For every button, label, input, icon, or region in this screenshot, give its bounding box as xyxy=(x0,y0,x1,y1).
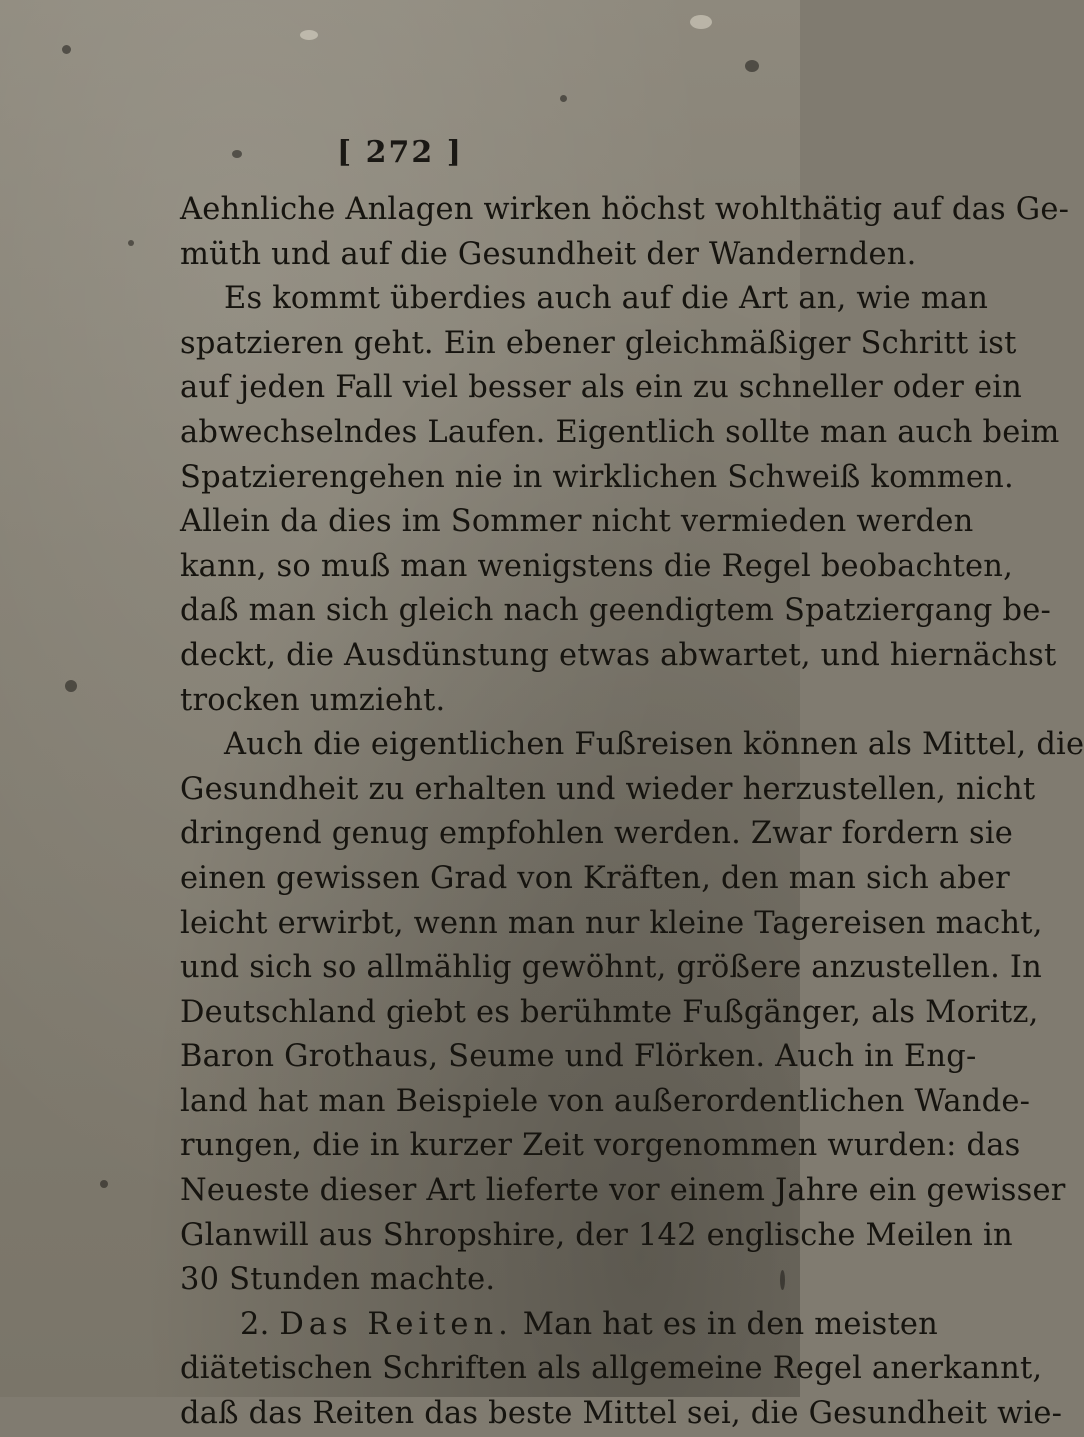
section-heading-line xyxy=(180,1303,938,1348)
text-line: Glanwill aus Shropshire, der 142 englische Meilen in xyxy=(180,1217,1013,1253)
text-line: Spatzierengehen nie in wirklichen Schweiß kommen. xyxy=(180,459,1014,495)
text-line: spatzieren geht. Ein ebener gleichmäßiger Schritt ist xyxy=(180,325,1017,361)
paper-speck xyxy=(560,95,567,102)
text-line: daß man sich gleich nach geendigtem Spatziergang be- xyxy=(180,593,1051,629)
paper-speck xyxy=(62,45,71,54)
text-line: rungen, die in kurzer Zeit vorgenommen wurden: das xyxy=(180,1128,1021,1164)
paper-speck xyxy=(690,15,712,29)
text-line: diätetischen Schriften als allgemeine Regel anerkannt, xyxy=(180,1351,1043,1387)
text-line: dringend genug empfohlen werden. Zwar fordern sie xyxy=(180,816,1014,852)
text-line: abwechselndes Laufen. Eigentlich sollte man auch beim xyxy=(180,414,1060,450)
text-line: Allein da dies im Sommer nicht vermieden werden xyxy=(180,504,974,540)
text-line: leicht erwirbt, wenn man nur kleine Tagereisen macht, xyxy=(180,905,1043,941)
text-line: Gesundheit zu erhalten und wieder herzustellen, nicht xyxy=(180,771,1036,807)
paper-speck xyxy=(100,1180,108,1188)
text-line: müth und auf die Gesundheit der Wandernden. xyxy=(180,236,917,272)
section-title: Das Reiten. xyxy=(279,1306,513,1342)
text-line: Deutschland giebt es berühmte Fußgänger, als Moritz, xyxy=(180,994,1039,1030)
paper-speck xyxy=(745,60,759,72)
text-line: land hat man Beispiele von außerordentlichen Wande- xyxy=(180,1083,1031,1119)
text-line: Es kommt überdies auch auf die Art an, wie man xyxy=(224,281,989,317)
text-line: daß das Reiten das beste Mittel sei, die Gesundheit wie- xyxy=(180,1396,1063,1432)
text-line: Baron Grothaus, Seume und Flörken. Auch in Eng- xyxy=(180,1039,977,1075)
page-number-header: [ 272 ] xyxy=(337,135,463,170)
paper-speck xyxy=(65,680,77,692)
text-line: Neueste dieser Art lieferte vor einem Jahre ein gewisser xyxy=(180,1173,1066,1209)
text-line: Aehnliche Anlagen wirken höchst wohlthätig auf das Ge- xyxy=(180,192,1070,227)
section-number: 2. xyxy=(240,1306,270,1342)
text-line: Auch die eigentlichen Fußreisen können als Mittel, die xyxy=(224,727,1084,763)
text-line: trocken umzieht. xyxy=(180,682,446,718)
text-line: und sich so allmählig gewöhnt, größere anzustellen. In xyxy=(180,950,1042,986)
paper-speck xyxy=(300,30,318,40)
section-line-start: Man hat es in den meisten xyxy=(522,1306,938,1342)
text-line: kann, so muß man wenigstens die Regel beobachten, xyxy=(180,548,1014,584)
text-line: auf jeden Fall viel besser als ein zu schneller oder ein xyxy=(180,370,1022,406)
text-line: deckt, die Ausdünstung etwas abwartet, und hiernächst xyxy=(180,637,1057,673)
body-text xyxy=(180,188,1084,1437)
text-line: 30 Stunden machte. xyxy=(180,1262,496,1298)
paper-speck xyxy=(128,240,134,246)
text-line: einen gewissen Grad von Kräften, den man sich aber xyxy=(180,860,1010,896)
paper-speck xyxy=(780,1270,785,1290)
